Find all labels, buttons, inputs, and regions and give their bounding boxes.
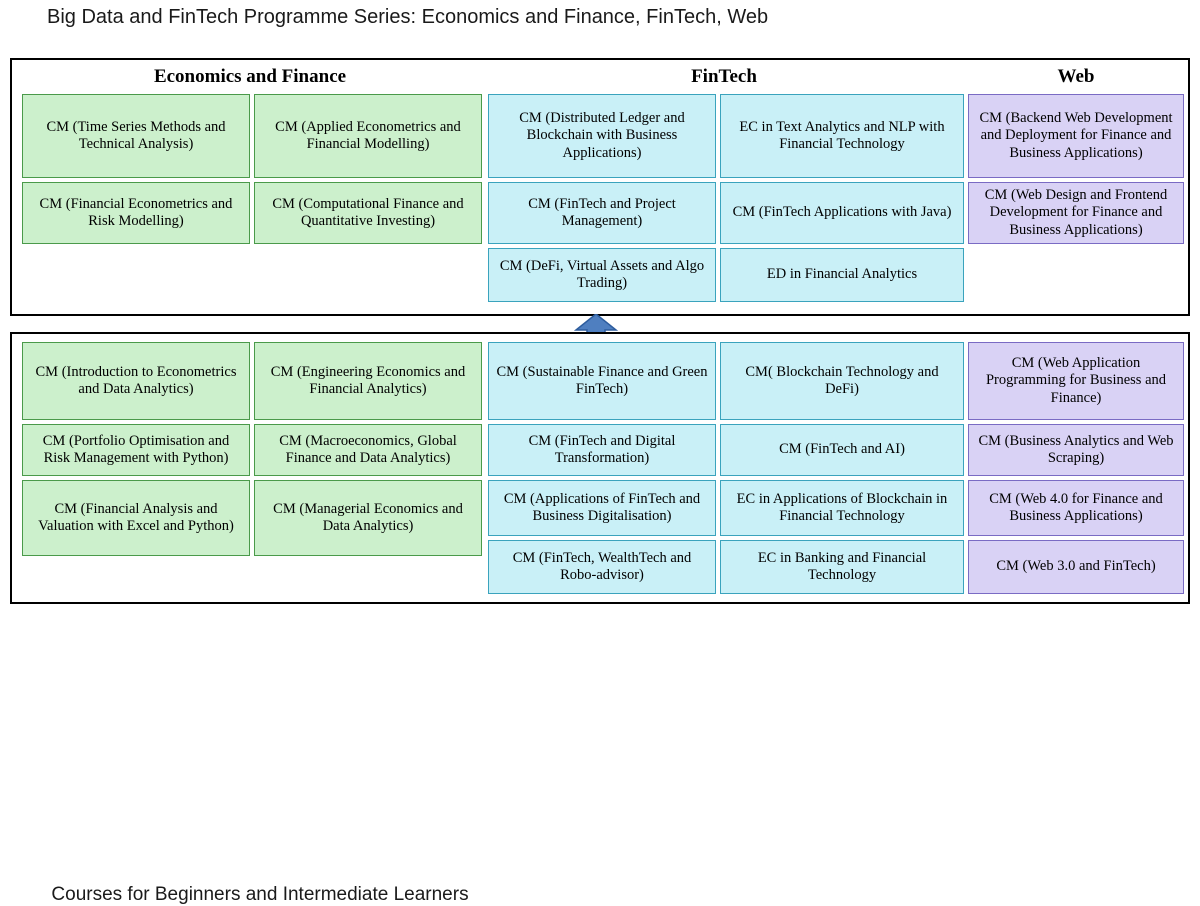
course-box[interactable]: CM (Macroeconomics, Global Finance and Data Analytics) [254,424,482,476]
column-header-economics-and-finance: Economics and Finance [153,66,347,87]
course-box[interactable]: CM (Web 4.0 for Finance and Business Applications) [968,480,1184,536]
course-box[interactable]: CM (Engineering Economics and Financial Analytics) [254,342,482,420]
course-box[interactable]: CM (Web 3.0 and FinTech) [968,540,1184,594]
course-box[interactable]: CM (Financial Analysis and Valuation with Excel and Python) [22,480,250,556]
course-box[interactable]: CM( Blockchain Technology and DeFi) [720,342,964,420]
course-box[interactable]: CM (FinTech, WealthTech and Robo-advisor) [488,540,716,594]
column-header-fintech: FinTech [691,66,757,87]
beginner-intermediate-panel [10,332,1190,905]
course-box[interactable]: EC in Banking and Financial Technology [720,540,964,594]
course-box[interactable]: CM (FinTech and Project Management) [488,182,716,244]
course-box[interactable]: CM (FinTech Applications with Java) [720,182,964,244]
course-box[interactable]: ED in Financial Analytics [720,248,964,302]
column-header-web: Web [1057,66,1095,87]
course-box[interactable]: CM (Backend Web Development and Deployment for Finance and Business Applications) [968,94,1184,178]
course-box[interactable]: CM (DeFi, Virtual Assets and Algo Trading) [488,248,716,302]
course-box[interactable]: EC in Applications of Blockchain in Financial Technology [720,480,964,536]
page-title: Big Data and FinTech Programme Series: Economics and Finance, FinTech, Web [47,6,769,28]
course-box[interactable]: CM (Introduction to Econometrics and Data Analytics) [22,342,250,420]
section-label-beginner: Courses for Beginners and Intermediate Learners [51,884,469,905]
course-box[interactable]: CM (Time Series Methods and Technical Analysis) [22,94,250,178]
course-box[interactable]: CM (Applications of FinTech and Business Digitalisation) [488,480,716,536]
course-box[interactable]: EC in Text Analytics and NLP with Financial Technology [720,94,964,178]
course-box[interactable]: CM (Sustainable Finance and Green FinTech) [488,342,716,420]
course-box[interactable]: CM (Business Analytics and Web Scraping) [968,424,1184,476]
course-box[interactable]: CM (Portfolio Optimisation and Risk Management with Python) [22,424,250,476]
course-box[interactable]: CM (Managerial Economics and Data Analytics) [254,480,482,556]
course-box[interactable]: CM (Distributed Ledger and Blockchain with Business Applications) [488,94,716,178]
course-box[interactable]: CM (Web Application Programming for Business and Finance) [968,342,1184,420]
course-box[interactable]: CM (Financial Econometrics and Risk Modelling) [22,182,250,244]
course-box[interactable]: CM (Web Design and Frontend Development for Finance and Business Applications) [968,182,1184,244]
course-box[interactable]: CM (FinTech and Digital Transformation) [488,424,716,476]
course-box[interactable]: CM (FinTech and AI) [720,424,964,476]
advanced-learners-panel [10,58,1190,316]
course-box[interactable]: CM (Computational Finance and Quantitative Investing) [254,182,482,244]
course-box[interactable]: CM (Applied Econometrics and Financial Modelling) [254,94,482,178]
